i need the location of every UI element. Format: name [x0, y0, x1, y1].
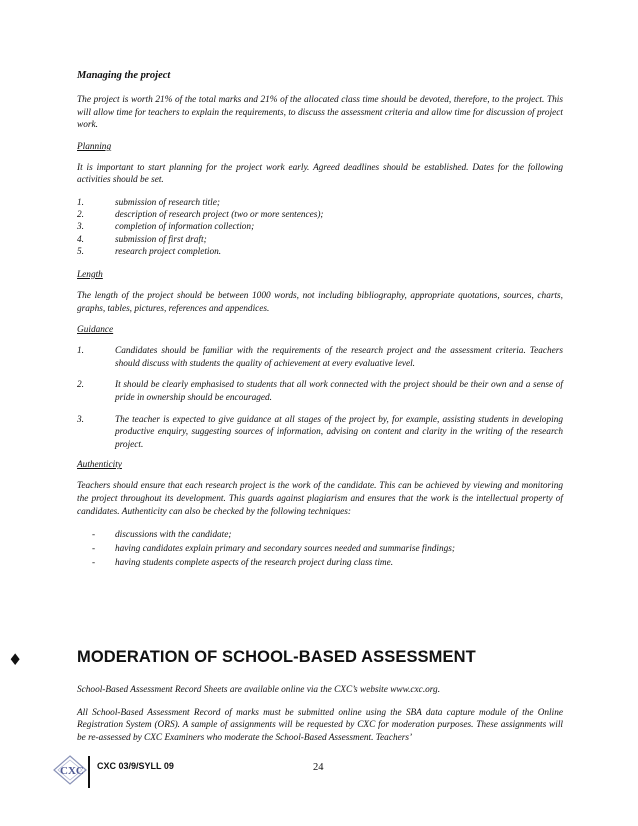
list-item: - having candidates explain primary and secondary sources needed and summarise findings;: [92, 544, 455, 555]
list-item: 3. The teacher is expected to give guidance at all stages of the project by, for example, assisting students in developing productive enquiry, suggesting sources of information, advising on content and clarity in the writing of the research project.: [77, 414, 563, 450]
planning-heading: Planning: [77, 141, 112, 152]
list-item: 2. It should be clearly emphasised to students that all work connected with the project should be their own and a sense of pride in ownership should be encouraged.: [77, 380, 563, 403]
list-item: 4. submission of first draft;: [77, 234, 207, 245]
length-heading: Length: [77, 269, 103, 280]
authenticity-list: [77, 528, 563, 570]
managing-intro: The project is worth 21% of the total marks and 21% of the allocated class time should be devoted, therefore, to the project. This will allow time for teachers to explain the requirements, to discuss the assessment criteria and allow time for discussion of project work.: [77, 95, 563, 131]
svg-text:CXC: CXC: [60, 765, 84, 777]
guidance-list: [77, 345, 563, 451]
diamond-bullet-icon: ♦: [8, 650, 23, 669]
list-item: - having students complete aspects of the research project during class time.: [92, 558, 394, 569]
syllabus-code: CXC 03/9/SYLL 09: [97, 761, 174, 771]
footer-divider: [88, 756, 90, 788]
planning-text: It is important to start planning for the project work early. Agreed deadlines should be established. Dates for the following activities should be set.: [77, 162, 563, 186]
moderation-body: [77, 684, 563, 754]
managing-heading: Managing the project: [77, 70, 171, 81]
list-item: 1. submission of research title;: [77, 197, 220, 208]
authenticity-heading: Authenticity: [77, 460, 122, 471]
authenticity-text: Teachers should ensure that each research project is the work of the candidate. This can be achieved by viewing and monitoring the project throughout its development. This guards against plagiarism and ensures that the work is the intellectual property of candidates. Authenticity can also be checked by the following techniques:: [77, 481, 563, 517]
list-item: 2. description of research project (two or more sentences);: [77, 210, 324, 221]
length-text: The length of the project should be between 1000 words, not including bibliography, appropriate quotations, sources, charts, graphs, tables, pictures, references and appendices.: [77, 290, 563, 314]
guidance-heading: Guidance: [77, 325, 114, 336]
moderation-para-2: All School-Based Assessment Record of marks must be submitted online using the SBA data capture module of the Online Registration System (ORS). A sample of assignments will be requested by CXC for moderation purposes. These assignments will be re-assessed by CXC Examiners who moderate the School-Based Assessment. Teachers’: [77, 707, 563, 743]
list-item: - discussions with the candidate;: [92, 530, 232, 541]
moderation-title: MODERATION OF SCHOOL-BASED ASSESSMENT: [77, 648, 476, 666]
list-item: 5. research project completion.: [77, 246, 222, 257]
body-content: [77, 70, 563, 582]
planning-list: [77, 197, 563, 258]
list-item: 1. Candidates should be familiar with the requirements of the research project and the assessment criteria. Teachers should discuss with students the quality of achievement at every evaluative level.: [77, 346, 563, 369]
list-item: 3. completion of information collection;: [77, 222, 255, 233]
page-number: 24: [313, 762, 324, 773]
moderation-para-1: School-Based Assessment Record Sheets are available online via the CXC’s website www.cxc.org.: [77, 685, 441, 695]
page-footer: [0, 752, 638, 792]
cxc-logo-icon: [52, 754, 88, 786]
